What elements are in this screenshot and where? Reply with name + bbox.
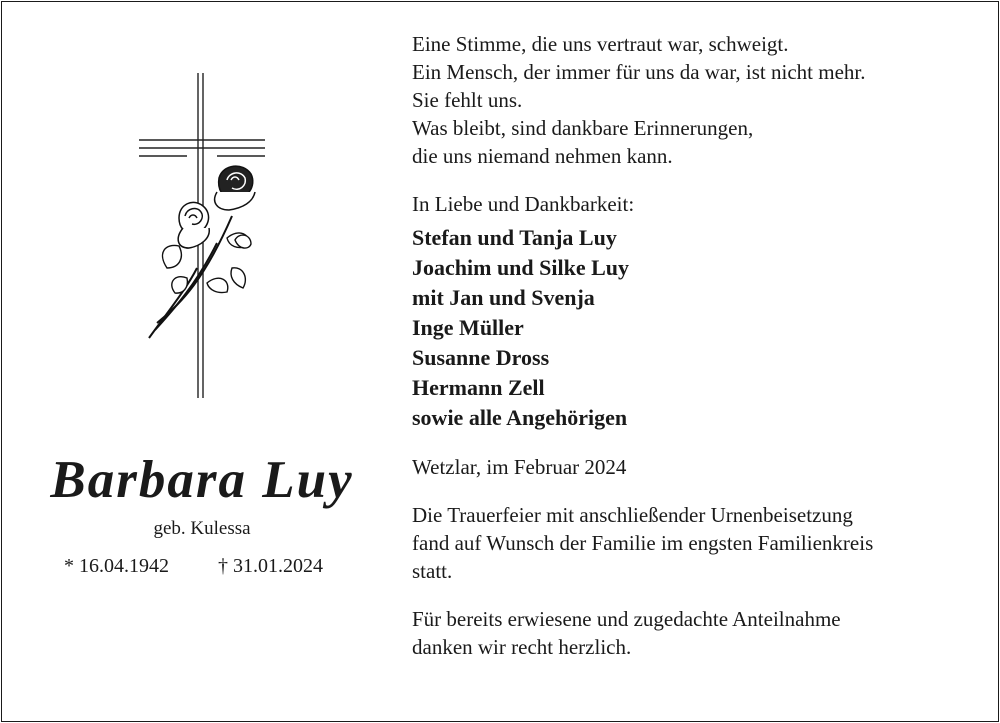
funeral-note [412,501,992,585]
mourner-name: Inge Müller [412,315,524,340]
thanks-line: danken wir recht herzlich. [412,635,632,659]
mourner-name: Joachim und Silke Luy [412,255,630,280]
birth-date: * 16.04.1942 [64,555,169,577]
mourners-list [412,223,992,433]
poem [412,30,992,170]
mourner-name: mit Jan und Svenja [412,285,595,310]
maiden-name: geb. Kulessa [153,518,251,539]
funeral-note-line: statt. [412,559,453,583]
mourners-intro: In Liebe und Dankbarkeit: [412,192,635,216]
memorial-panel [2,2,402,721]
deceased-name: Barbara Luy [50,451,354,509]
poem-line: Ein Mensch, der immer für uns da war, ist nicht mehr. [412,60,866,84]
funeral-note-line: fand auf Wunsch der Familie im engsten Familienkreis [412,531,874,555]
obituary-notice [1,1,999,722]
poem-line: die uns niemand nehmen kann. [412,144,673,168]
thanks-line: Für bereits erwiesene und zugedachte Anteilnahme [412,607,841,631]
cross-with-roses-icon [127,68,277,408]
poem-line: Was bleibt, sind dankbare Erinnerungen, [412,116,754,140]
mourner-name: Susanne Dross [412,345,550,370]
place-date: Wetzlar, im Februar 2024 [412,455,627,479]
mourner-name: Stefan und Tanja Luy [412,225,617,250]
poem-line: Sie fehlt uns. [412,88,523,112]
mourner-name: Hermann Zell [412,375,545,400]
text-column [412,30,992,661]
poem-line: Eine Stimme, die uns vertraut war, schweigt. [412,32,789,56]
mourner-name: sowie alle Angehörigen [412,405,628,430]
death-date: † 31.01.2024 [218,555,323,577]
funeral-note-line: Die Trauerfeier mit anschließender Urnenbeisetzung [412,503,853,527]
thanks-note [412,605,992,661]
